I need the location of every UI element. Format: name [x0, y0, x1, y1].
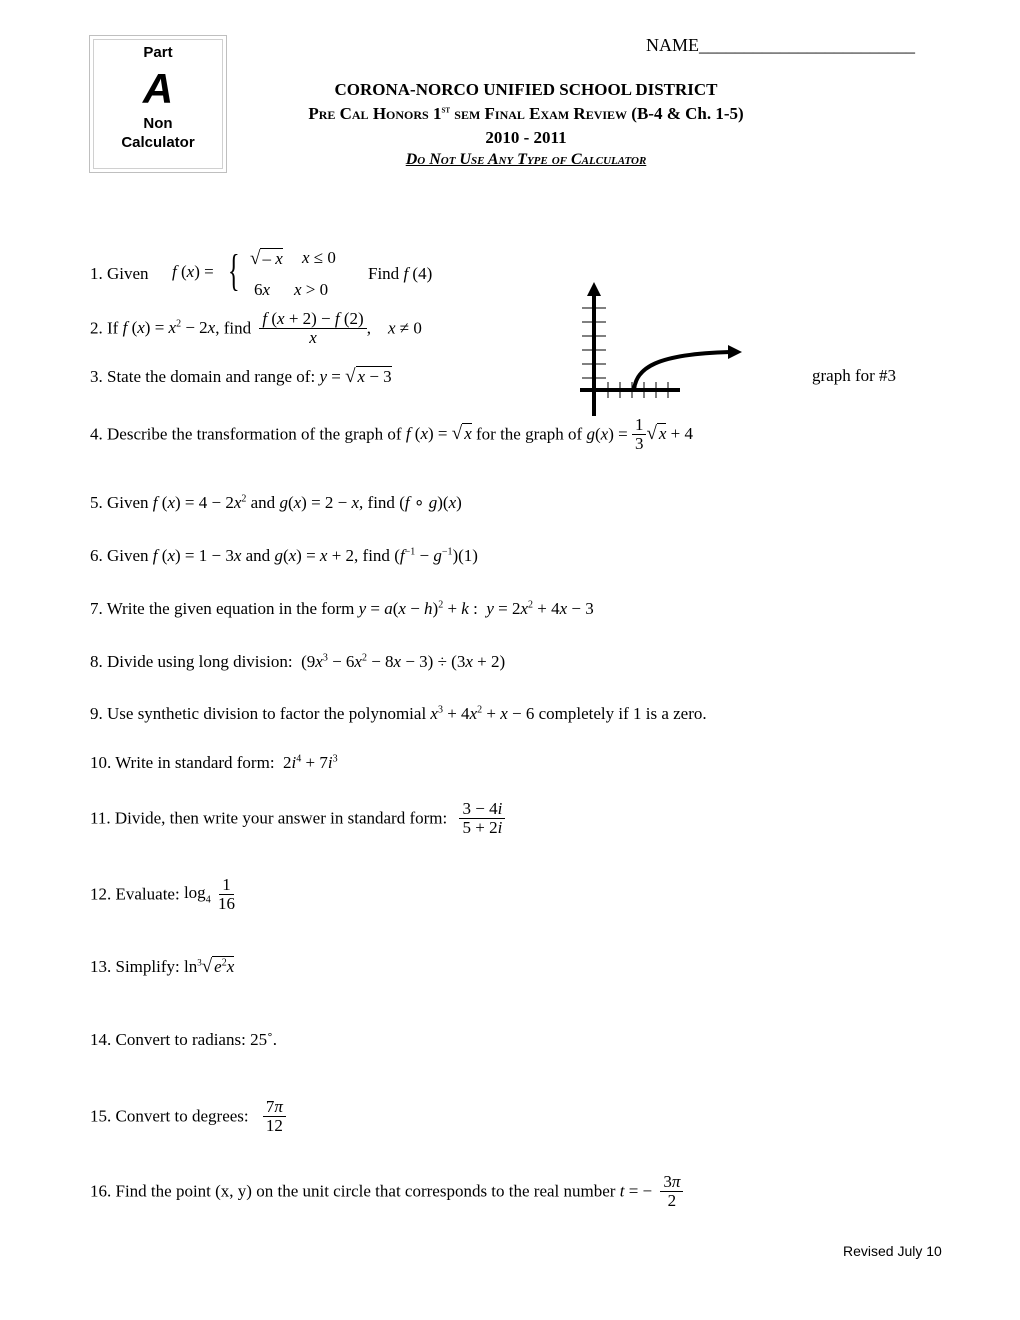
q16-label: 16. Find the point (x, y) on the unit circle that corresponds to the real number — [90, 1181, 616, 1201]
course-line — [240, 104, 812, 124]
name-field: NAME________________________ — [646, 35, 915, 55]
question-5: 5. Given f $(x) = 4 - 2x^2$ and g(x) = 2 − x, find (f ∘ g)(x) — [90, 493, 462, 512]
q6-find: , find — [354, 546, 390, 565]
q1-label: 1. Given — [90, 264, 149, 283]
q8-label: 8. Divide using long division: — [90, 652, 293, 671]
question-14 — [90, 1030, 277, 1050]
question-6: 6. Given f (x) = 1 − 3x and g(x) = x + 2, find $(f^{-1} - g^{-1})(1)$ — [90, 546, 478, 565]
q13-label: 13. Simplify: — [90, 957, 180, 976]
course-name: Pre Cal Honors 1 — [308, 104, 442, 123]
part-calculator: Calculator — [121, 134, 195, 151]
q1-math: f (x) = { √ – x x ≤ 0 6x x > 0 — [172, 246, 336, 299]
part-label: Part — [143, 44, 173, 61]
course-sup: st — [441, 104, 451, 116]
question-13: 13. Simplify: $\ln^3√$ $e^2x$ — [90, 956, 235, 977]
q10-label: 10. Write in standard form: — [90, 753, 275, 772]
question-3: 3. State the domain and range of: y = √ x − 3 — [90, 366, 392, 387]
part-non: Non — [143, 115, 173, 132]
question-15: 15. Convert to degrees: $\frac{7\pi}{12}$ — [90, 1098, 286, 1135]
question-11: 11. Divide, then write your answer in standard form: $\frac{3 - 4i}{5 + 2i}$ — [90, 800, 505, 837]
school-years: 2010 - 2011 — [485, 128, 567, 147]
q1-find-label: Find — [368, 264, 400, 283]
course-rest: sem Final Exam Review — [450, 104, 628, 123]
sqrt-curve — [634, 352, 730, 390]
sqrt-graph — [570, 280, 750, 420]
question-7: 7. Write the given equation in the form $y = a(x - h)^2 + k$ : $y = 2x^2 + 4x - 3$ — [90, 599, 594, 618]
q6-label: 6. Given — [90, 546, 149, 565]
question-10: 10. Write in standard form: $2i^4 + 7i^3$ — [90, 753, 338, 772]
q9-label: 9. Use synthetic division to factor the polynomial — [90, 704, 427, 723]
q15-label: 15. Convert to degrees: — [90, 1106, 249, 1126]
q11-label: 11. Divide, then write your answer in standard form: — [90, 808, 448, 828]
q4-mid: for the graph of — [476, 424, 583, 444]
q12-label: 12. Evaluate: — [90, 884, 180, 904]
q1-find: Find f (4) — [368, 264, 433, 283]
question-16: 16. Find the point (x, y) on the unit circle that corresponds to the real number t = − $\frac{3\pi}{2}$ — [90, 1173, 683, 1210]
q9-tail: completely if 1 is a zero. — [538, 704, 707, 723]
calculator-warning: Do Not Use Any Type of Calculator — [405, 151, 647, 168]
question-8: 8. Divide using long division: $(9x^3 - 6x^2 - 8x - 3) \div (3x + 2)$ — [90, 652, 506, 671]
curve-arrow — [728, 345, 742, 359]
graph-caption: graph for #3 — [812, 366, 897, 385]
district-title: CORONA-NORCO UNIFIED SCHOOL DISTRICT — [334, 80, 718, 99]
revised-footer: Revised July 10 — [843, 1243, 942, 1259]
q14-label: 14. Convert to radians: — [90, 1030, 246, 1049]
part-box — [89, 35, 227, 173]
question-12: 12. Evaluate: $\log_4$ $\frac{1}{16}$ — [90, 875, 235, 913]
q6-and: and — [245, 546, 271, 565]
q5-find: , find — [359, 493, 395, 512]
q2-label: 2. If — [90, 318, 119, 338]
q3-label: 3. State the domain and range of: — [90, 367, 316, 386]
q5-and: and — [250, 493, 276, 512]
question-1 — [90, 264, 149, 284]
question-2: 2. If f $(x) = x^2 - 2x$, find $\frac{f (x + 2) - f (2)}{x}$ , x ≠ 0 — [90, 309, 422, 347]
q7-label: 7. Write the given equation in the form — [90, 599, 355, 618]
y-axis-arrow — [587, 282, 601, 296]
question-4: 4. Describe the transformation of the graph of f (x) = √ x for the graph of g(x) = $\frac{1}{3}$ √ x + 4 — [90, 415, 694, 453]
q4-label: 4. Describe the transformation of the graph of — [90, 424, 402, 444]
q5-label: 5. Given — [90, 493, 149, 512]
question-9: 9. Use synthetic division to factor the polynomial $x^3 + 4x^2 + x - 6$ completely if 1 is a zero. — [90, 704, 707, 723]
part-letter: A — [142, 65, 174, 112]
q14-value: 25˚. — [250, 1030, 277, 1049]
q2-find: , find — [215, 318, 252, 338]
course-chapters: (B-4 & Ch. 1-5) — [631, 104, 744, 123]
